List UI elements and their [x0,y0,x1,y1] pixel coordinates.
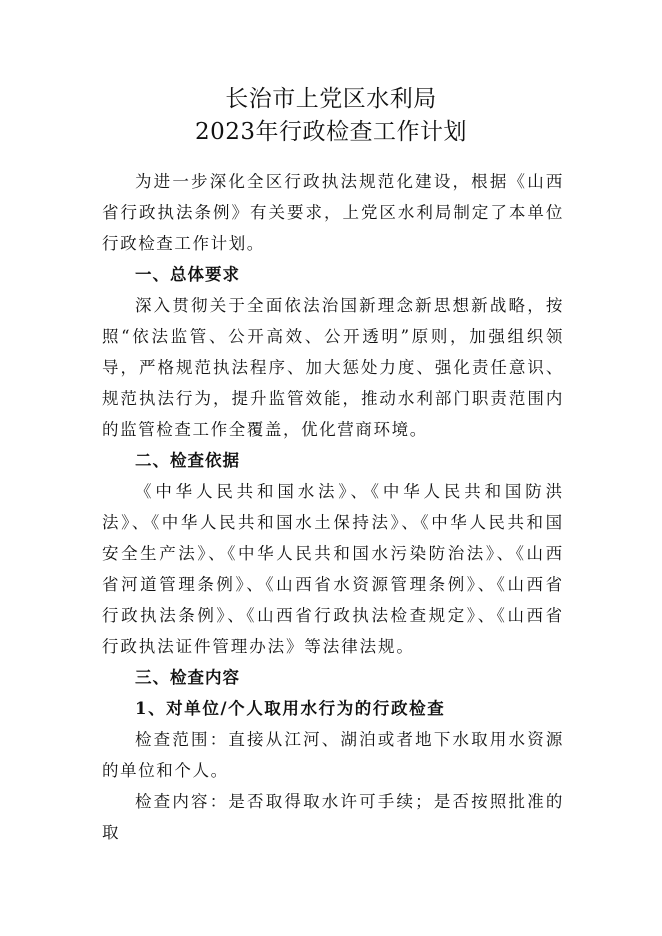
document-title-line2: 2023年行政检查工作计划 [194,119,468,145]
subsection1-scope: 检查范围：直接从江河、湖泊或者地下水取用水资源的单位和个人。 [102,730,564,780]
intro-paragraph: 为进一步深化全区行政执法规范化建设，根据《山西省行政执法条例》有关要求，上党区水利局制定了本单位行政检查工作计划。 [102,172,564,253]
section2-heading: 二、检查依据 [135,451,240,470]
subsection1-content: 检查内容：是否取得取水许可手续；是否按照批准的取 [102,792,564,842]
document-body [102,166,564,848]
title-block [0,83,662,149]
subsection1-heading: 1、对单位/个人取用水行为的行政检查 [135,699,446,718]
section1-paragraph: 深入贯彻关于全面依法治国新理念新思想新战略，按照“依法监管、公开高效、公开透明”原则，加强组织领导，严格规范执法程序、加大惩处力度、强化责任意识、规范执法行为，提升监管效能，推动水利部门职责范围内的监管检查工作全覆盖，优化营商环境。 [102,296,564,439]
document-title-line1: 长治市上党区水利局 [225,86,437,112]
section3-heading: 三、检查内容 [135,668,240,687]
section2-paragraph: 《中华人民共和国水法》、《中华人民共和国防洪法》、《中华人民共和国水土保持法》、《中华人民共和国安全生产法》、《中华人民共和国水污染防治法》、《山西省河道管理条例》、《山西省水资源管理条例》、《山西省行政执法条例》、《山西省行政执法检查规定》、《山西省行政执法证件管理办法》等法律法规。 [102,482,564,656]
section1-heading: 一、总体要求 [135,265,240,284]
